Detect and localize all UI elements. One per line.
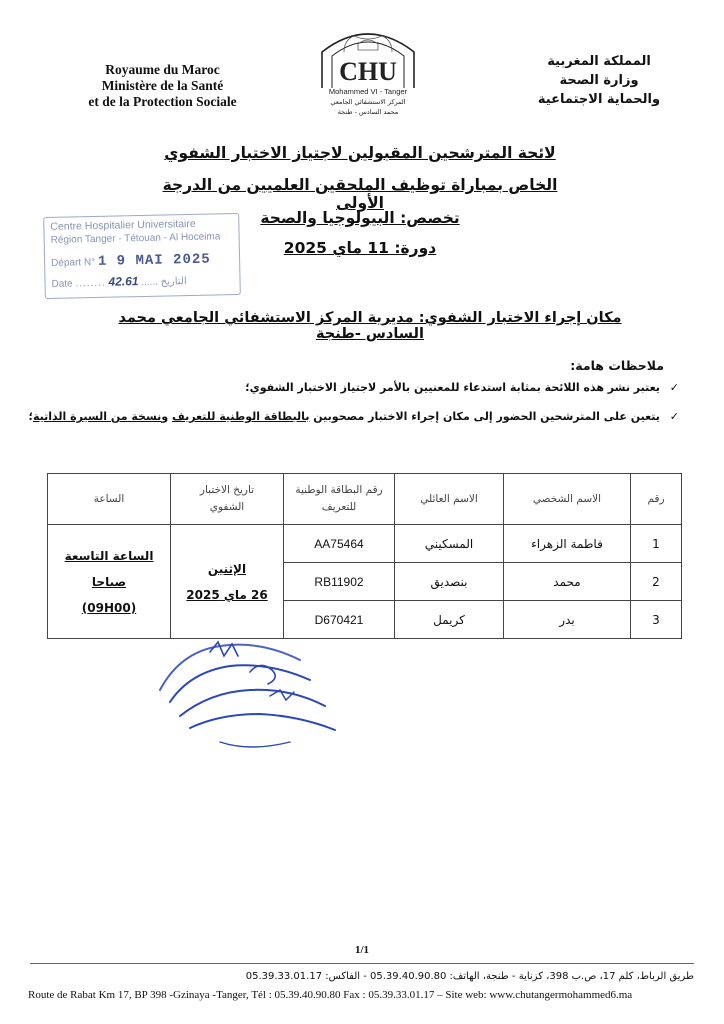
row-last-name: المسكيني: [395, 525, 504, 563]
row-first-name: بدر: [504, 601, 631, 639]
header-french-line-2: Ministère de la Santé: [101, 78, 224, 93]
signature-stamp-icon: [150, 632, 350, 762]
col-date-header-text: تاريخ الاختبار الشفوي: [199, 484, 255, 513]
stamp-date-value: 1 9 MAI 2025: [97, 251, 211, 270]
col-cin-header: [284, 474, 395, 525]
logo-sub-ar-1-text: المركز الاستشفائي الجامعي: [330, 98, 406, 106]
note-item-2-cv: نسخة من السيرة الذاتية: [32, 410, 162, 423]
stamp-depart-label: Départ N°: [51, 256, 96, 269]
note-item-2: [29, 410, 679, 423]
header-arabic-block: [514, 52, 684, 109]
table-row: [48, 525, 682, 563]
stamp-line-2: Région Tanger - Tétouan - Al Hoceima: [50, 231, 221, 246]
col-first-name-header: الاسم الشخصي: [504, 474, 631, 525]
exam-time-line-2: صباحا: [91, 574, 127, 589]
row-cin: AA75464: [284, 525, 395, 563]
logo-sub-ar-2-text: محمد السادس - طنجة: [337, 108, 399, 116]
exam-place: مكان إجراء الاختبار الشفوي: مديرية المركز الاستشفائي الجامعي محمد السادس -طنجة: [118, 310, 622, 342]
check-icon: ✓: [669, 410, 679, 423]
header-arabic-line-1: المملكة المغربية: [547, 54, 651, 69]
stamp-date-label: Date: [51, 278, 73, 290]
exam-date-cell: [171, 525, 284, 639]
exam-time-line-1: الساعة التاسعة: [64, 548, 154, 563]
note-item-2-id-card: بالبطاقة الوطنية للتعريف: [171, 410, 310, 423]
row-num: 3: [631, 601, 682, 639]
row-cin: RB11902: [284, 563, 395, 601]
row-last-name: كريمل: [395, 601, 504, 639]
speciality-title: تخصص: البيولوجيا والصحة: [260, 209, 460, 227]
note-item-1: [245, 381, 679, 394]
header-arabic-line-3: والحماية الاجتماعية: [537, 92, 661, 107]
exam-day: الإثنين: [207, 561, 247, 576]
col-num-header: رقم: [631, 474, 682, 525]
logo-sub-latin-text: Mohammed VI - Tanger: [328, 87, 408, 96]
row-first-name: محمد: [504, 563, 631, 601]
footer-divider: [30, 963, 694, 964]
table-header-row: [48, 474, 682, 525]
document-title-line-1: لائحة المترشحين المقبولين لاجتياز الاختبار الشفوي: [164, 144, 556, 162]
page-number: 1/1: [354, 944, 370, 956]
header-french-line-3: et de la Protection Sociale: [88, 94, 237, 109]
stamp-number: 42.61: [108, 274, 139, 289]
note-item-2-and: و: [161, 410, 172, 423]
row-cin: D670421: [284, 601, 395, 639]
document-title-line-2: الخاص بمباراة توظيف الملحقين العلميين من الدرجة الأولى: [162, 176, 558, 212]
session-title: دورة: 11 ماي 2025: [283, 239, 437, 257]
stamp-line-1: Centre Hospitalier Universitaire: [50, 217, 196, 233]
row-num: 1: [631, 525, 682, 563]
chu-building-arch-logo-icon: [314, 22, 422, 130]
footer-french-address: Route de Rabat Km 17, BP 398 -Gzinaya -Tanger, Tél : 05.39.40.90.80 Fax : 05.39.33.01.17 – Site web: www.chutangermohammed6.ma: [28, 989, 633, 1001]
row-last-name: بنصديق: [395, 563, 504, 601]
col-cin-header-text: رقم البطاقة الوطنية للتعريف: [295, 484, 383, 513]
candidates-table: [47, 473, 682, 639]
note-item-2-end: ؛: [28, 410, 33, 423]
row-first-name: فاطمة الزهراء: [504, 525, 631, 563]
logo-name-text: CHU: [339, 57, 397, 86]
reception-stamp: Centre Hospitalier Universitaire Région Tanger - Tétouan - Al Hoceima Départ N° 1 9 MAI 2025 Date ........ 42.61 ...... التاريخ: [43, 213, 241, 299]
note-item-1-text: يعتبر نشر هذه اللائحة بمثابة استدعاء للمعنيين بالأمر لاجتياز الاختبار الشفوي؛: [245, 381, 660, 394]
exam-time-cell: [48, 525, 171, 639]
chu-logo: [314, 22, 422, 130]
header-arabic-line-2: وزارة الصحة: [559, 73, 639, 88]
stamp-date-label-ar: التاريخ: [160, 276, 187, 288]
exam-time-line-3: (09H00): [81, 600, 137, 615]
header-french-block: [60, 62, 265, 110]
footer-arabic-address: طريق الرباط، كلم 17، ص.ب 398، كزناية - طنجة، الهاتف: 05.39.40.90.80 - الفاكس: 05.39.33.01.17: [245, 971, 694, 982]
check-icon: ✓: [669, 381, 679, 394]
note-item-2-start: يتعين على المترشحين الحضور إلى مكان إجراء الاختبار مصحوبين: [309, 410, 660, 423]
col-time-header: الساعة: [48, 474, 171, 525]
col-date-header: [171, 474, 284, 525]
header-french-line-1: Royaume du Maroc: [105, 62, 220, 77]
col-last-name-header: الاسم العائلي: [395, 474, 504, 525]
notes-title: ملاحظات هامة:: [570, 358, 664, 373]
exam-date: 26 ماي 2025: [186, 587, 268, 602]
row-num: 2: [631, 563, 682, 601]
official-signature-stamp: [150, 632, 350, 762]
